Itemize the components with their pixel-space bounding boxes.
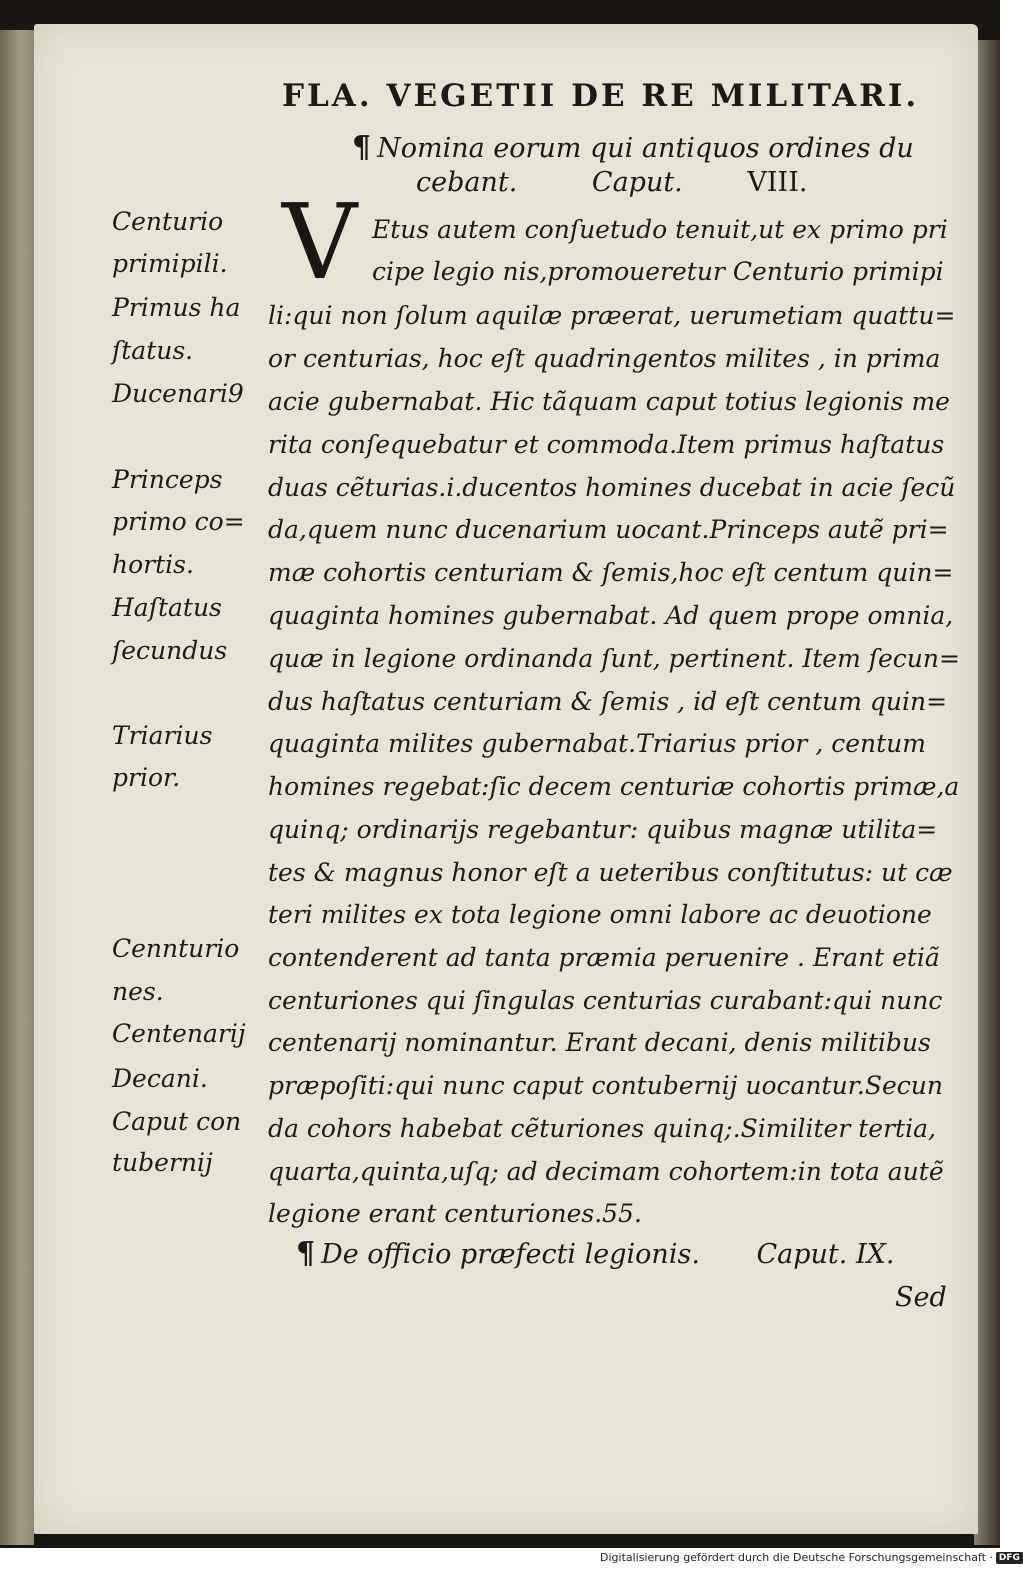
chapter-8-heading-line1: [352, 130, 914, 165]
margin-note: ſecundus: [112, 636, 228, 665]
margin-note: Decani.: [112, 1064, 208, 1093]
margin-note: Princeps: [112, 465, 223, 494]
text-line: acie gubernabat. Hic tãquam caput totius legionis me: [268, 387, 950, 416]
margin-note: Triarius: [112, 721, 213, 750]
chapter-8-heading-line2: [416, 167, 807, 198]
margin-note: Primus ha: [112, 293, 241, 322]
margin-note: Centenarij: [112, 1019, 246, 1048]
text-line: teri milites ex tota legione omni labore ac deuotione: [268, 900, 932, 929]
margin-note: Haſtatus: [112, 593, 222, 622]
margin-note: nes.: [112, 977, 164, 1006]
text-line: rita conſequebatur et commoda.Item primus haſtatus: [268, 430, 945, 459]
text-line: li:qui non ſolum aquilæ præerat, uerumetiam quattu=: [268, 301, 956, 330]
text-line: centenarij nominantur. Erant decani, denis militibus: [268, 1028, 931, 1057]
text-line: quarta,quinta,uſq; ad decimam cohortem:in tota autẽ: [268, 1157, 944, 1186]
text-line: contenderent ad tanta præmia peruenire . Erant etiã: [268, 943, 940, 972]
chapter-8-caput: Caput.: [591, 167, 683, 198]
text-line: centuriones qui ſingulas centurias curabant:qui nunc: [268, 986, 943, 1015]
dfg-logo-icon: DFG: [996, 1552, 1023, 1564]
text-line: dus haſtatus centuriam & ſemis , id eſt centum quin=: [268, 687, 948, 716]
chapter-8-number: VIII.: [747, 167, 808, 198]
chapter-8-title-cont: cebant.: [416, 167, 518, 198]
chapter-8-title: Nomina eorum qui antiquos ordines du: [377, 133, 914, 164]
text-line: quinq; ordinarijs regebantur: quibus magnæ utilita=: [268, 815, 938, 844]
pilcrow-icon: ¶: [296, 1236, 316, 1271]
text-line: tes & magnus honor eſt a ueteribus conſtitutus: ut cæ: [268, 858, 953, 887]
margin-note: Cennturio: [112, 934, 240, 963]
text-line: quaginta homines gubernabat. Ad quem prope omnia,: [268, 601, 954, 630]
text-line: or centurias, hoc eſt quadringentos milites , in prima: [268, 344, 941, 373]
margin-note: primo co=: [112, 507, 245, 536]
chapter-9-title: De officio præfecti legionis.: [321, 1239, 700, 1270]
text-line: quæ in legione ordinanda ſunt, pertinent. Item ſecun=: [268, 644, 960, 673]
marginal-notes: [112, 0, 272, 1300]
text-line: legione erant centuriones.55.: [268, 1199, 642, 1228]
body-text: [268, 209, 968, 1239]
margin-note: Ducenari9: [112, 379, 244, 408]
catchword: Sed: [895, 1282, 947, 1313]
text-line: da cohors habebat cẽturiones quinq;.Similiter tertia,: [268, 1114, 936, 1143]
margin-note: prior.: [112, 763, 181, 792]
book-edge-left: [0, 30, 34, 1545]
drop-cap: V: [282, 181, 358, 303]
credit-text: Digitalisierung gefördert durch die Deutsche Forschungsgemeinschaft ·: [600, 1551, 993, 1564]
pilcrow-icon: ¶: [352, 130, 372, 165]
margin-note: primipili.: [112, 249, 228, 278]
text-line: homines regebat:ſic decem centuriæ cohortis primæ,a: [268, 772, 960, 801]
margin-note: Centurio: [112, 207, 224, 236]
text-line: Etus autem conſuetudo tenuit,ut ex primo pri: [372, 215, 948, 244]
text-line: cipe legio nis,promoueretur Centurio primipi: [372, 257, 944, 286]
chapter-9-caput: Caput. IX.: [756, 1239, 895, 1270]
running-header: FLA. VEGETII DE RE MILITARI.: [282, 78, 920, 114]
text-line: duas cẽturias.i.ducentos homines ducebat in acie ſecũ: [268, 473, 956, 502]
margin-note: ſtatus.: [112, 336, 194, 365]
chapter-9-heading: [296, 1236, 894, 1271]
text-line: quaginta milites gubernabat.Triarius prior , centum: [268, 729, 926, 758]
text-line: præpoſiti:qui nunc caput contubernij uocantur.Secun: [268, 1071, 943, 1100]
digitization-credit: [600, 1551, 1020, 1573]
text-line: da,quem nunc ducenarium uocant.Princeps autẽ pri=: [268, 515, 949, 544]
text-line: mæ cohortis centuriam & ſemis,hoc eſt centum quin=: [268, 558, 954, 587]
margin-note: hortis.: [112, 550, 194, 579]
margin-note: Caput con: [112, 1107, 242, 1136]
margin-note: tubernij: [112, 1148, 213, 1177]
